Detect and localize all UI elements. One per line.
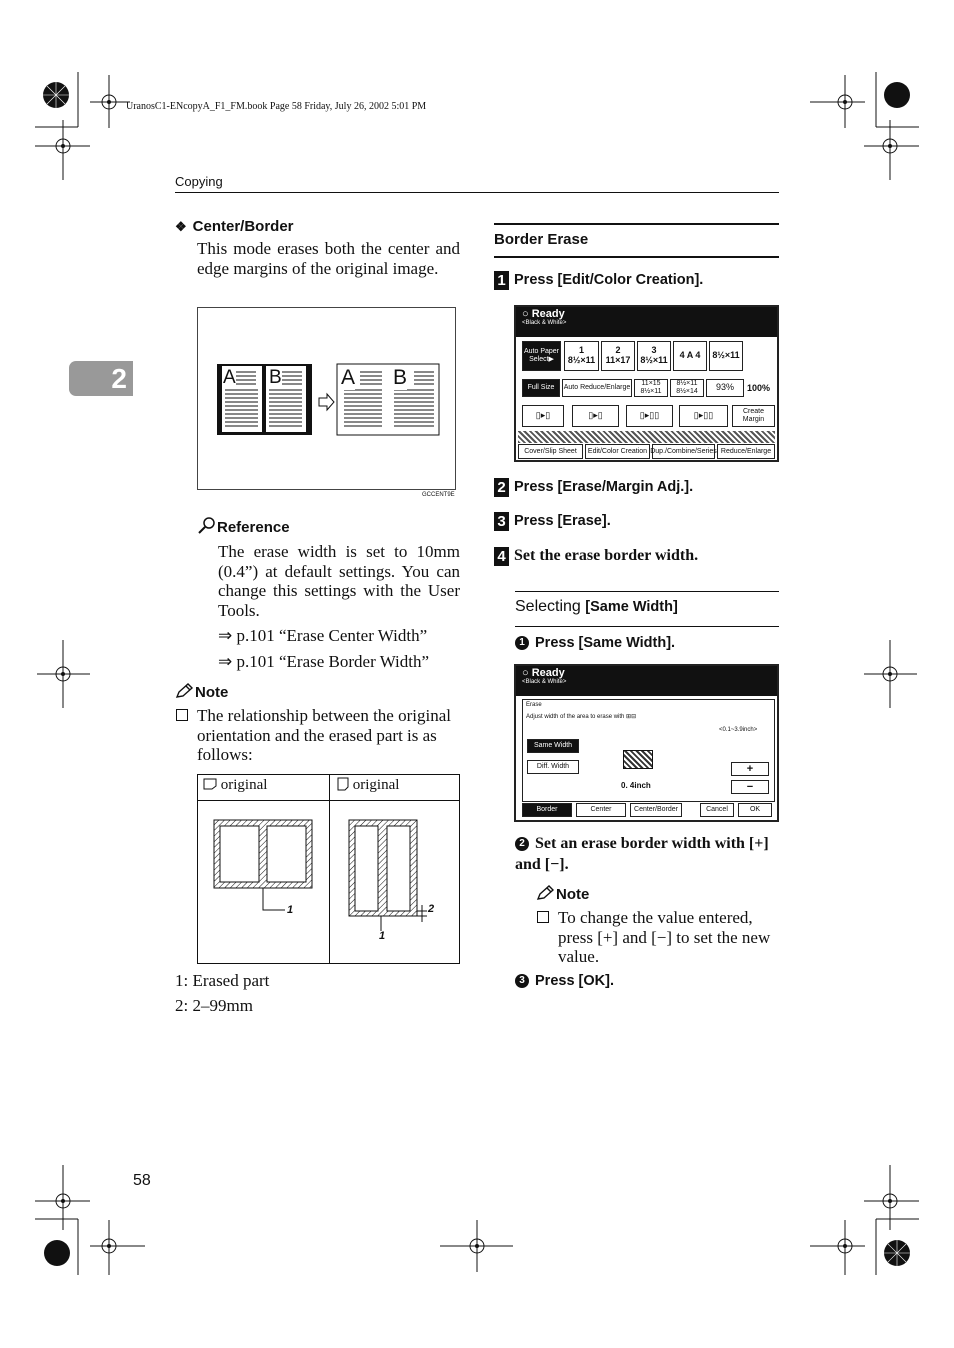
step-2-number: 2 [494,478,509,497]
auto-reduce-enlarge-button[interactable]: Auto Reduce/Enlarge [562,379,632,397]
tab-cover-slip-sheet[interactable]: Cover/Slip Sheet [518,444,583,459]
duplex-2-to-2-icon: ▯▸▯ [588,410,603,421]
section-title: Border Erase [494,231,589,248]
center-border-heading [175,218,294,235]
chapter-number: 2 [111,363,127,394]
tray-2-button[interactable]: 2 11×17 [601,341,635,371]
note2-title: Note [556,886,590,903]
note2-heading [536,885,589,903]
same-width-button[interactable]: Same Width [527,739,579,753]
combine-icon: ▯▸▯▯ [639,410,660,421]
tray-3-button[interactable]: 3 8½×11 [637,341,671,371]
step-1-text: Press [Edit/Color Creation]. [514,272,704,289]
cancel-button[interactable]: Cancel [700,803,734,817]
substep-3-text: Press [OK]. [535,973,614,989]
erase-instruction: Adjust width of the area to erase with ⊞⊟ [526,714,637,720]
figure-center-border-drawing [198,308,457,491]
substep-2-text: Set an erase border width with [+] and [−]. [515,835,769,873]
ratio-button-2[interactable]: 8½×11 8½×14 [670,379,704,397]
copier-screen-main [514,305,779,462]
substep-1 [515,634,675,652]
reference-link-center[interactable]: ⇒ p.101 “Erase Center Width” [218,626,428,645]
reference-heading [197,516,290,536]
ratio-button-1[interactable]: 11×15 8½×11 [634,379,668,397]
section-bottom-rule [494,256,779,258]
erase-value: 0. 4inch [621,781,651,790]
screen2-status-bar [516,666,777,696]
fig-letter-a-left: A [223,367,236,388]
table-col1-label: original [220,777,268,793]
substep-1-number: 1 [515,636,529,650]
duplex-mode-button-1[interactable] [522,405,564,427]
header-rule [175,192,779,193]
figure-center-border [197,307,456,490]
note-heading [175,683,228,701]
substep-3-number: 3 [515,974,529,988]
center-border-text: This mode erases both the center and edge margins of the original image. [197,239,460,278]
full-size-button[interactable]: Full Size [522,379,560,397]
subsection-key: [Same Width] [585,599,678,615]
subsection-heading [515,598,678,616]
subsection-bottom-rule [515,626,779,627]
fig-letter-b-left: B [269,367,282,388]
diagram-label-1b: 1 [379,930,386,942]
note-checkbox-icon [176,709,188,721]
screen1-status: Ready [531,308,565,320]
screen2-status: Ready [531,667,565,679]
magnifier-icon [197,516,217,534]
screen1-mode: <Black & White> [522,320,567,326]
section-top-rule [494,223,779,225]
ready-icon: ○ [522,308,529,320]
step-3 [494,512,611,531]
pencil-icon [175,683,195,699]
note2-checkbox-icon [537,911,549,923]
tab-edit-color-creation[interactable]: Edit/Color Creation [585,444,650,459]
tab-center[interactable]: Center [576,803,626,817]
diff-width-button[interactable]: Diff. Width [527,760,579,774]
subsection-prefix: Selecting [515,598,586,615]
orientation-table [197,774,460,964]
step-4-text: Set the erase border width. [514,547,699,565]
erase-diagrams [198,801,459,963]
step-1-number: 1 [494,271,509,290]
copier-screen-erase [514,664,779,822]
duplex-mode-button-2[interactable] [572,405,619,427]
erase-range: <0.1~3.9inch> [719,727,758,733]
tray-4-button[interactable]: 4 A 4 [673,341,707,371]
ready-icon: ○ [522,667,529,679]
note-text: The relationship between the original orientation and the erased part is as follows: [197,706,451,765]
screen1-pattern-bar [518,431,775,443]
table-col2-label: original [352,777,400,793]
auto-paper-select-button[interactable]: Auto Paper Select▶ [522,341,561,371]
reference-link-border[interactable]: ⇒ p.101 “Erase Border Width” [218,652,430,671]
note-title: Note [195,684,229,701]
substep-2 [515,833,779,875]
table-header-landscape [203,777,267,794]
screen1-status-bar [516,307,777,337]
diagram-label-1: 1 [287,904,294,916]
diamond-bullet-icon: ❖ [175,219,187,234]
diagram-label-2: 2 [428,903,435,915]
running-head: Copying [175,174,223,189]
minus-button[interactable]: − [731,780,769,794]
step-4-number: 4 [494,547,509,566]
tab-dup-combine-series[interactable]: Dup./Combine/Series [652,444,715,459]
reference-text: The erase width is set to 10mm (0.4”) at default settings. You can change this settings with the User Tools. [218,542,460,620]
ratio-button-3[interactable]: 93% [706,379,744,397]
fig-letter-b-right: B [393,366,408,389]
step-4 [494,547,698,566]
step-1 [494,271,703,290]
pencil-icon [536,885,556,901]
note2-text: To change the value entered, press [+] and [−] to set the new value. [558,908,771,967]
ok-button[interactable]: OK [738,803,772,817]
landscape-original-icon [203,778,217,790]
subsection-top-rule [515,591,779,592]
combine-mode-button-1[interactable] [626,405,673,427]
substep-2-number: 2 [515,837,529,851]
erase-preview-icon [623,750,653,769]
substep-3 [515,972,614,990]
erase-label: Erase [526,702,542,708]
zoom-percent: 100% [747,383,771,393]
step-3-text: Press [Erase]. [514,513,611,530]
reference-title: Reference [217,519,290,536]
step-2 [494,478,693,497]
plus-button[interactable]: + [731,762,769,776]
table-header-portrait [337,777,399,794]
legend-range: 2: 2–99mm [175,996,253,1015]
portrait-original-icon [337,777,349,791]
tab-center-border[interactable]: Center/Border [630,803,682,817]
step-2-text: Press [Erase/Margin Adj.]. [514,479,694,496]
page-number: 58 [133,1172,151,1189]
legend-erased-part: 1: Erased part [175,971,270,990]
screen2-mode: <Black & White> [522,679,567,685]
create-margin-button[interactable]: Create Margin [732,405,775,427]
tray-1-button[interactable]: 1 8½×11 [564,341,599,371]
center-border-title: Center/Border [192,218,294,235]
erase-panel [522,699,775,802]
step-3-number: 3 [494,512,509,531]
combine-4-icon: ▯▸▯▯ [693,410,714,421]
fig-letter-a-right: A [341,366,356,389]
chapter-tab [69,361,133,396]
tab-border[interactable]: Border [522,803,572,817]
file-info: UranosC1-ENcopyA_F1_FM.book Page 58 Friday, July 26, 2002 5:01 PM [126,101,427,112]
combine-mode-button-2[interactable] [679,405,728,427]
duplex-1-to-2-icon: ▯▸▯ [535,410,551,421]
tab-reduce-enlarge[interactable]: Reduce/Enlarge [717,444,775,459]
bypass-tray-button[interactable]: 8½×11 [709,341,743,371]
figure-code: GCCENT9E [422,492,455,498]
substep-1-text: Press [Same Width]. [535,635,676,651]
